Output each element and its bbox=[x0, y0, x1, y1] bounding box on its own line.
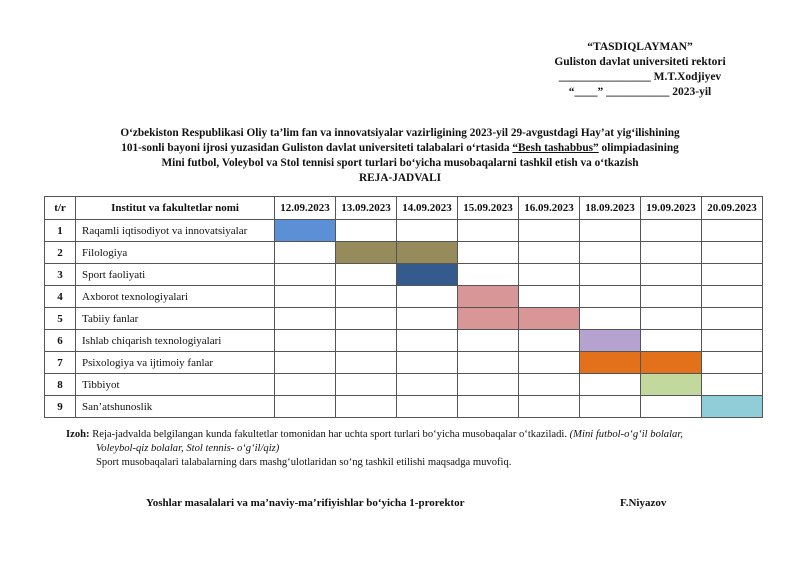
scheduled-day-marker bbox=[641, 352, 701, 373]
heading-line-1: O‘zbekiston Respublikasi Oliy ta’lim fan va innovatsiyalar vazirligining 2023-yil 29-avgustdagi Hay’at yig‘ilishining bbox=[120, 127, 680, 139]
faculty-name: Psixologiya va ijtimoiy fanlar bbox=[76, 352, 275, 374]
schedule-cell bbox=[519, 242, 580, 264]
schedule-cell bbox=[641, 396, 702, 418]
schedule-cell bbox=[702, 396, 763, 418]
schedule-cell bbox=[458, 396, 519, 418]
row-number: 5 bbox=[45, 308, 76, 330]
schedule-cell bbox=[702, 330, 763, 352]
column-header-date: 14.09.2023 bbox=[397, 197, 458, 220]
column-header-date: 19.09.2023 bbox=[641, 197, 702, 220]
schedule-cell bbox=[641, 264, 702, 286]
note-label: Izoh: bbox=[66, 429, 90, 440]
note-line-1 bbox=[66, 428, 766, 442]
approval-title: “TASDIQLAYMAN” bbox=[587, 41, 693, 53]
scheduled-day-marker bbox=[641, 374, 701, 395]
faculty-name: Raqamli iqtisodiyot va innovatsiyalar bbox=[76, 220, 275, 242]
approval-position: Guliston davlat universiteti rektori bbox=[554, 56, 726, 68]
schedule-cell bbox=[336, 352, 397, 374]
schedule-cell bbox=[275, 264, 336, 286]
schedule-cell bbox=[458, 264, 519, 286]
schedule-cell bbox=[458, 374, 519, 396]
approval-date-line: “____” ___________ 2023-yil bbox=[568, 86, 712, 98]
schedule-cell bbox=[336, 330, 397, 352]
scheduled-day-marker bbox=[580, 352, 640, 373]
table-row bbox=[45, 396, 763, 418]
schedule-cell bbox=[519, 286, 580, 308]
schedule-cell bbox=[580, 286, 641, 308]
schedule-cell bbox=[519, 264, 580, 286]
note-text-1: Reja-jadvalda belgilangan kunda fakultetlar tomonidan har uchta sport turlari bo‘yicha musobaqalar o‘tkaziladi. bbox=[92, 429, 567, 440]
faculty-name: Sport faoliyati bbox=[76, 264, 275, 286]
faculty-name: Tabiiy fanlar bbox=[76, 308, 275, 330]
schedule-cell bbox=[702, 308, 763, 330]
table-row bbox=[45, 264, 763, 286]
faculty-name: San’atshunoslik bbox=[76, 396, 275, 418]
schedule-cell bbox=[397, 330, 458, 352]
approval-block bbox=[520, 40, 760, 100]
schedule-cell bbox=[580, 264, 641, 286]
column-header-date: 16.09.2023 bbox=[519, 197, 580, 220]
schedule-cell bbox=[580, 396, 641, 418]
schedule-cell bbox=[458, 286, 519, 308]
table-body bbox=[45, 220, 763, 418]
schedule-cell bbox=[397, 308, 458, 330]
scheduled-day-marker bbox=[519, 308, 579, 329]
schedule-cell bbox=[275, 396, 336, 418]
schedule-cell bbox=[641, 330, 702, 352]
schedule-cell bbox=[275, 308, 336, 330]
table-row bbox=[45, 352, 763, 374]
row-number: 8 bbox=[45, 374, 76, 396]
schedule-cell bbox=[336, 220, 397, 242]
heading-line-4: REJA-JADVALI bbox=[358, 172, 442, 184]
row-number: 3 bbox=[45, 264, 76, 286]
schedule-cell bbox=[275, 352, 336, 374]
schedule-cell bbox=[275, 374, 336, 396]
row-number: 4 bbox=[45, 286, 76, 308]
scheduled-day-marker bbox=[275, 220, 335, 241]
table-row bbox=[45, 374, 763, 396]
scheduled-day-marker bbox=[458, 308, 518, 329]
schedule-cell bbox=[397, 396, 458, 418]
column-header-date: 13.09.2023 bbox=[336, 197, 397, 220]
column-header-date: 20.09.2023 bbox=[702, 197, 763, 220]
scheduled-day-marker bbox=[336, 242, 396, 263]
schedule-cell bbox=[336, 264, 397, 286]
footer-signature: F.Niyazov bbox=[620, 497, 667, 509]
schedule-cell bbox=[275, 330, 336, 352]
row-number: 6 bbox=[45, 330, 76, 352]
note-line-2 bbox=[66, 442, 766, 456]
table-row bbox=[45, 308, 763, 330]
schedule-cell bbox=[519, 396, 580, 418]
heading-line-2 bbox=[40, 141, 760, 156]
heading-line-3: Mini futbol, Voleybol va Stol tennisi sport turlari bo‘yicha musobaqalarni tashkil etish va o‘tkazish bbox=[161, 157, 639, 169]
note-line-3: Sport musobaqalari talabalarning dars mashg‘ulotlaridan so‘ng tashkil etilishi maqsadga muvofiq. bbox=[96, 457, 512, 468]
schedule-cell bbox=[519, 352, 580, 374]
schedule-cell bbox=[580, 374, 641, 396]
schedule-cell bbox=[336, 308, 397, 330]
note-text-1-italic: (Mini futbol-o‘g‘il bolalar, bbox=[569, 429, 683, 440]
schedule-cell bbox=[702, 220, 763, 242]
schedule-cell bbox=[702, 374, 763, 396]
heading-line-2-start: 101-sonli bayoni ijrosi yuzasidan Guliston davlat universiteti talabalari o‘rtasida bbox=[121, 142, 510, 154]
table-row bbox=[45, 242, 763, 264]
schedule-cell bbox=[397, 264, 458, 286]
table-row bbox=[45, 286, 763, 308]
note-text-2-italic: Voleybol-qiz bolalar, Stol tennis- o‘g‘il/qiz) bbox=[96, 443, 280, 454]
heading-line-2-end: olimpiadasining bbox=[601, 142, 679, 154]
schedule-cell bbox=[397, 242, 458, 264]
footer-position: Yoshlar masalalari va ma’naviy-ma’rifiyishlar bo‘yicha 1-prorektor bbox=[146, 497, 465, 509]
schedule-cell bbox=[336, 396, 397, 418]
schedule-cell bbox=[702, 264, 763, 286]
row-number: 2 bbox=[45, 242, 76, 264]
scheduled-day-marker bbox=[580, 330, 640, 351]
schedule-cell bbox=[641, 308, 702, 330]
schedule-cell bbox=[641, 220, 702, 242]
faculty-name: Tibbiyot bbox=[76, 374, 275, 396]
schedule-cell bbox=[458, 352, 519, 374]
row-number: 7 bbox=[45, 352, 76, 374]
schedule-cell bbox=[641, 352, 702, 374]
schedule-cell bbox=[519, 330, 580, 352]
schedule-cell bbox=[397, 220, 458, 242]
schedule-cell bbox=[397, 286, 458, 308]
schedule-cell bbox=[458, 330, 519, 352]
schedule-cell bbox=[580, 330, 641, 352]
schedule-cell bbox=[702, 352, 763, 374]
column-header-date: 18.09.2023 bbox=[580, 197, 641, 220]
schedule-cell bbox=[275, 286, 336, 308]
table-row bbox=[45, 220, 763, 242]
schedule-cell bbox=[580, 352, 641, 374]
schedule-cell bbox=[580, 242, 641, 264]
schedule-cell bbox=[397, 352, 458, 374]
scheduled-day-marker bbox=[397, 242, 457, 263]
schedule-cell bbox=[519, 374, 580, 396]
scheduled-day-marker bbox=[397, 264, 457, 285]
schedule-table bbox=[44, 196, 763, 418]
schedule-cell bbox=[702, 242, 763, 264]
schedule-cell bbox=[275, 220, 336, 242]
column-header-date: 12.09.2023 bbox=[275, 197, 336, 220]
schedule-cell bbox=[458, 242, 519, 264]
schedule-cell bbox=[458, 308, 519, 330]
note-block bbox=[66, 428, 766, 470]
schedule-cell bbox=[702, 286, 763, 308]
row-number: 1 bbox=[45, 220, 76, 242]
document-heading bbox=[40, 126, 760, 186]
schedule-cell bbox=[641, 242, 702, 264]
schedule-cell bbox=[336, 374, 397, 396]
schedule-cell bbox=[641, 374, 702, 396]
schedule-cell bbox=[336, 286, 397, 308]
schedule-cell bbox=[519, 308, 580, 330]
table-row bbox=[45, 330, 763, 352]
scheduled-day-marker bbox=[458, 286, 518, 307]
schedule-cell bbox=[580, 220, 641, 242]
schedule-cell bbox=[580, 308, 641, 330]
schedule-cell bbox=[641, 286, 702, 308]
row-number: 9 bbox=[45, 396, 76, 418]
schedule-cell bbox=[458, 220, 519, 242]
approval-signature-line: ________________ M.T.Xodjiyev bbox=[558, 71, 722, 83]
faculty-name: Ishlab chiqarish texnologiyalari bbox=[76, 330, 275, 352]
schedule-cell bbox=[336, 242, 397, 264]
column-header-number: t/r bbox=[45, 197, 76, 220]
scheduled-day-marker bbox=[702, 396, 762, 417]
faculty-name: Filologiya bbox=[76, 242, 275, 264]
schedule-cell bbox=[519, 220, 580, 242]
faculty-name: Axborot texnologiyalari bbox=[76, 286, 275, 308]
column-header-name: Institut va fakultetlar nomi bbox=[76, 197, 275, 220]
schedule-cell bbox=[397, 374, 458, 396]
column-header-date: 15.09.2023 bbox=[458, 197, 519, 220]
table-header-row bbox=[45, 197, 763, 220]
schedule-cell bbox=[275, 242, 336, 264]
heading-olympiad-name: “Besh tashabbus” bbox=[512, 142, 599, 154]
